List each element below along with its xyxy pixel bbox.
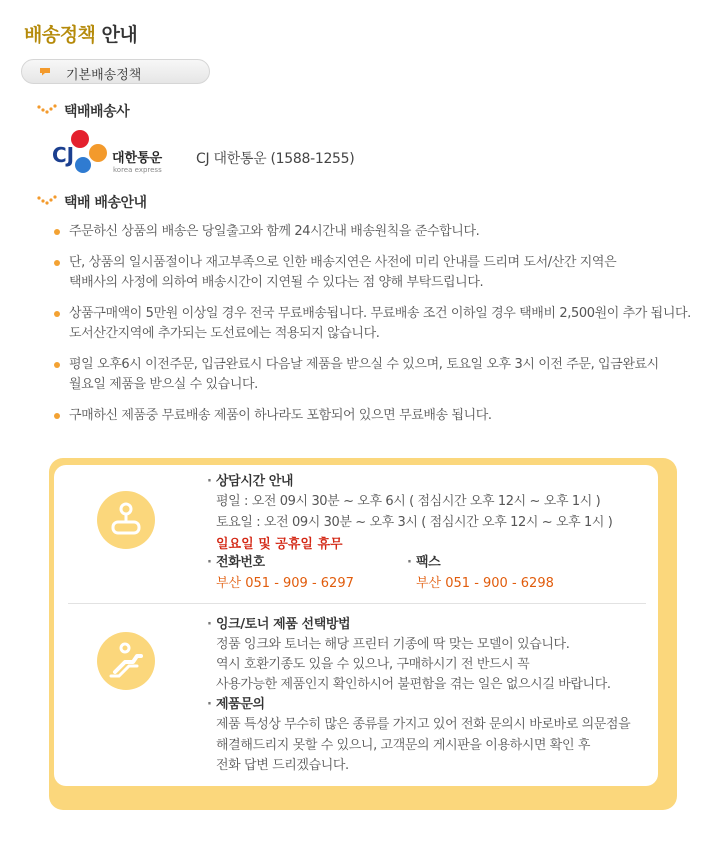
page-title-highlight: 배송정책 <box>24 24 96 46</box>
bullet-icon <box>54 311 60 317</box>
saturday-hours: 토요일 : 오전 09시 30분 ~ 오후 3시 ( 점심시간 오후 12시 ~ 오후 1시 ) <box>216 515 613 530</box>
logo-letters: CJ <box>52 143 75 167</box>
ink-line: 정품 잉크와 토너는 해당 프린터 기종에 딱 맞는 모델이 있습니다. <box>216 637 570 652</box>
inquiry-line: 해결해드리지 못할 수 있으니, 고객문의 게시판을 이용하시면 확인 후 <box>216 738 591 753</box>
fax-number: 부산 051 - 900 - 6298 <box>416 576 554 591</box>
list-item: 평일 오후6시 이전주문, 입금완료시 다음날 제품을 받으실 수 있으며, 토요일 오후 3시 이전 주문, 입금완료시 월요일 제품을 받으실 수 있습니다. <box>54 355 694 395</box>
fax-title: · 팩스 <box>407 555 441 570</box>
cj-logo <box>52 128 172 176</box>
courier-name-phone: CJ 대한통운 (1588-1255) <box>196 151 355 167</box>
weekday-hours: 평일 : 오전 09시 30분 ~ 오후 6시 ( 점심시간 오후 12시 ~ 오후 1시 ) <box>216 494 601 509</box>
consult-hours-icon <box>97 491 155 549</box>
holiday-notice: 일요일 및 공휴일 휴무 <box>216 537 343 552</box>
bullet-icon <box>54 413 60 419</box>
shipping-section-heading: 택배 배송안내 <box>64 195 147 211</box>
bullet-icon <box>54 362 60 368</box>
cj-logo-mark-icon <box>52 128 172 176</box>
inquiry-line: 제품 특성상 무수히 많은 종류를 가지고 있어 전화 문의시 바로바로 의문점을 <box>216 717 631 732</box>
logo-text: 대한통운 <box>112 151 163 166</box>
bullet-icon <box>54 229 60 235</box>
section-dots-icon <box>37 104 57 114</box>
hours-title: · 상담시간 안내 <box>207 474 294 489</box>
product-guide-icon <box>97 632 155 690</box>
tab-basic-shipping-policy[interactable] <box>21 59 210 84</box>
page-title-rest: 안내 <box>101 24 138 46</box>
ink-line: 역시 호환기종도 있을 수 있으나, 구매하시기 전 반드시 꼭 <box>216 657 530 672</box>
inquiry-line: 전화 답변 드리겠습니다. <box>216 758 349 773</box>
tab-label: 기본배송정책 <box>66 68 142 83</box>
phone-title: · 전화번호 <box>207 555 265 570</box>
bullet-icon <box>54 260 60 266</box>
logo-subtext: korea express <box>113 166 162 174</box>
courier-section-heading: 택배배송사 <box>64 104 130 120</box>
box-divider <box>68 603 646 604</box>
list-item: 단, 상품의 일시품절이나 재고부족으로 인한 배송지연은 사전에 미리 안내를 드리며 도서/산간 지역은 택배사의 사정에 의하여 배송시간이 지연될 수 있다는 점 양해 부탁드립니다. <box>54 253 694 293</box>
section-dots-icon <box>37 195 57 205</box>
inquiry-title: · 제품문의 <box>207 697 265 712</box>
ink-toner-title: · 잉크/토너 제품 선택방법 <box>207 617 351 632</box>
phone-number[interactable]: 부산 051 - 909 - 6297 <box>216 576 354 591</box>
list-item: 주문하신 상품의 배송은 당일출고와 함께 24시간내 배송원칙을 준수합니다. <box>54 222 694 242</box>
list-item: 구매하신 제품중 무료배송 제품이 하나라도 포함되어 있으면 무료배송 됩니다. <box>54 406 694 426</box>
speech-bubble-icon <box>39 67 51 76</box>
page-title <box>24 20 137 47</box>
ink-line: 사용가능한 제품인지 확인하시어 불편함을 겪는 일은 없으시길 바랍니다. <box>216 677 611 692</box>
list-item: 상품구매액이 5만원 이상일 경우 전국 무료배송됩니다. 무료배송 조건 이하일 경우 택배비 2,500원이 추가 됩니다. 도서산간지역에 추가되는 도선료에는 적용되지 않습니다. <box>54 304 694 344</box>
shipping-info-list <box>54 222 694 437</box>
